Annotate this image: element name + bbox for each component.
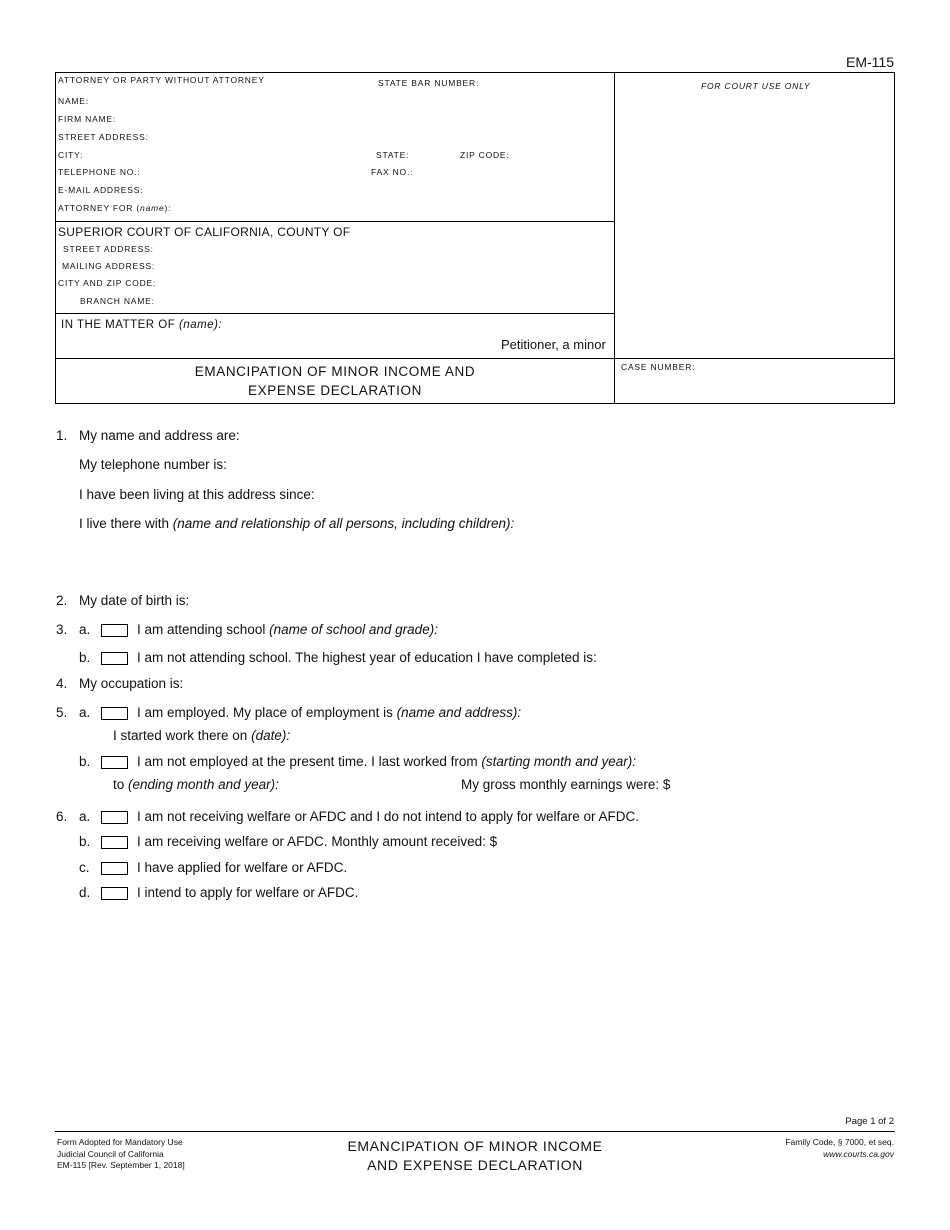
item-3b-letter: b. xyxy=(79,650,91,665)
item-6c-text: I have applied for welfare or AFDC. xyxy=(137,860,348,875)
fax-label: FAX NO.: xyxy=(371,167,414,177)
name-label: NAME: xyxy=(58,96,89,106)
item-6a-text: I am not receiving welfare or AFDC and I do not intend to apply for welfare or AFDC. xyxy=(137,809,639,824)
item-6b-letter: b. xyxy=(79,834,91,849)
item-6c-letter: c. xyxy=(79,860,90,875)
attorney-for-label: ATTORNEY FOR (name): xyxy=(58,203,172,213)
item-5b-checkbox[interactable] xyxy=(101,756,128,769)
item-1-live: I live there with (name and relationship of all persons, including children): xyxy=(79,516,515,531)
petitioner-label: Petitioner, a minor xyxy=(501,337,606,352)
footer-left: Form Adopted for Mandatory Use Judicial Council of California EM-115 [Rev. September 1, 2018] xyxy=(57,1137,185,1170)
item-3a-checkbox[interactable] xyxy=(101,624,128,637)
email-label: E-MAIL ADDRESS: xyxy=(58,185,144,195)
item-5b-gross: My gross monthly earnings were: $ xyxy=(461,777,671,792)
item-3a-text: I am attending school (name of school and grade): xyxy=(137,622,438,637)
court-use-label: FOR COURT USE ONLY xyxy=(701,81,811,91)
footer-right: Family Code, § 7000, et seq. www.courts.ca.gov xyxy=(785,1137,894,1159)
item-6a-letter: a. xyxy=(79,809,91,824)
court-street-label: STREET ADDRESS: xyxy=(63,244,154,254)
item-5a-text: I am employed. My place of employment is (name and address): xyxy=(137,705,522,720)
item-1-since: I have been living at this address since: xyxy=(79,487,315,502)
item-6d-checkbox[interactable] xyxy=(101,887,128,900)
item-5a-letter: a. xyxy=(79,705,91,720)
item-6a-checkbox[interactable] xyxy=(101,811,128,824)
page-number: Page 1 of 2 xyxy=(845,1116,894,1127)
item-2-number: 2. xyxy=(56,593,68,608)
form-id: EM-115 xyxy=(846,54,894,70)
court-title: SUPERIOR COURT OF CALIFORNIA, COUNTY OF xyxy=(58,225,351,239)
item-6b-checkbox[interactable] xyxy=(101,836,128,849)
firm-label: FIRM NAME: xyxy=(58,114,117,124)
zip-label: ZIP CODE: xyxy=(460,150,510,160)
item-5a-started: I started work there on (date): xyxy=(113,728,291,743)
item-1-phone: My telephone number is: xyxy=(79,457,227,472)
court-city-zip-label: CITY AND ZIP CODE: xyxy=(58,278,157,288)
item-2-dob: My date of birth is: xyxy=(79,593,190,608)
document-title: EMANCIPATION OF MINOR INCOME AND EXPENSE DECLARATION xyxy=(194,364,476,398)
item-5a-checkbox[interactable] xyxy=(101,707,128,720)
item-4-number: 4. xyxy=(56,676,68,691)
court-branch-label: BRANCH NAME: xyxy=(80,296,155,306)
state-bar-label: STATE BAR NUMBER: xyxy=(378,78,480,88)
item-6b-text: I am receiving welfare or AFDC. Monthly amount received: $ xyxy=(137,834,498,849)
item-5b-letter: b. xyxy=(79,754,91,769)
case-number-label: CASE NUMBER: xyxy=(621,362,696,372)
footer-title: EMANCIPATION OF MINOR INCOME AND EXPENSE DECLARATION xyxy=(347,1138,603,1173)
item-4-occupation: My occupation is: xyxy=(79,676,184,691)
item-3b-checkbox[interactable] xyxy=(101,652,128,665)
item-6d-letter: d. xyxy=(79,885,91,900)
item-5b-text: I am not employed at the present time. I last worked from (starting month and year): xyxy=(137,754,636,769)
street-label: STREET ADDRESS: xyxy=(58,132,149,142)
matter-label: IN THE MATTER OF (name): xyxy=(61,319,223,331)
item-6d-text: I intend to apply for welfare or AFDC. xyxy=(137,885,359,900)
state-label: STATE: xyxy=(376,150,410,160)
attorney-label: ATTORNEY OR PARTY WITHOUT ATTORNEY xyxy=(58,75,265,85)
item-3b-text: I am not attending school. The highest year of education I have completed is: xyxy=(137,650,597,665)
telephone-label: TELEPHONE NO.: xyxy=(58,167,141,177)
item-3a-letter: a. xyxy=(79,622,91,637)
item-1-name: My name and address are: xyxy=(79,428,240,443)
item-6c-checkbox[interactable] xyxy=(101,862,128,875)
item-6-number: 6. xyxy=(56,809,68,824)
city-label: CITY: xyxy=(58,150,84,160)
courts-link[interactable]: www.courts.ca.gov xyxy=(823,1148,894,1159)
item-5b-to: to (ending month and year): xyxy=(113,777,279,792)
item-1-number: 1. xyxy=(56,428,68,443)
item-3-number: 3. xyxy=(56,622,68,637)
court-mailing-label: MAILING ADDRESS: xyxy=(62,261,156,271)
item-5-number: 5. xyxy=(56,705,68,720)
